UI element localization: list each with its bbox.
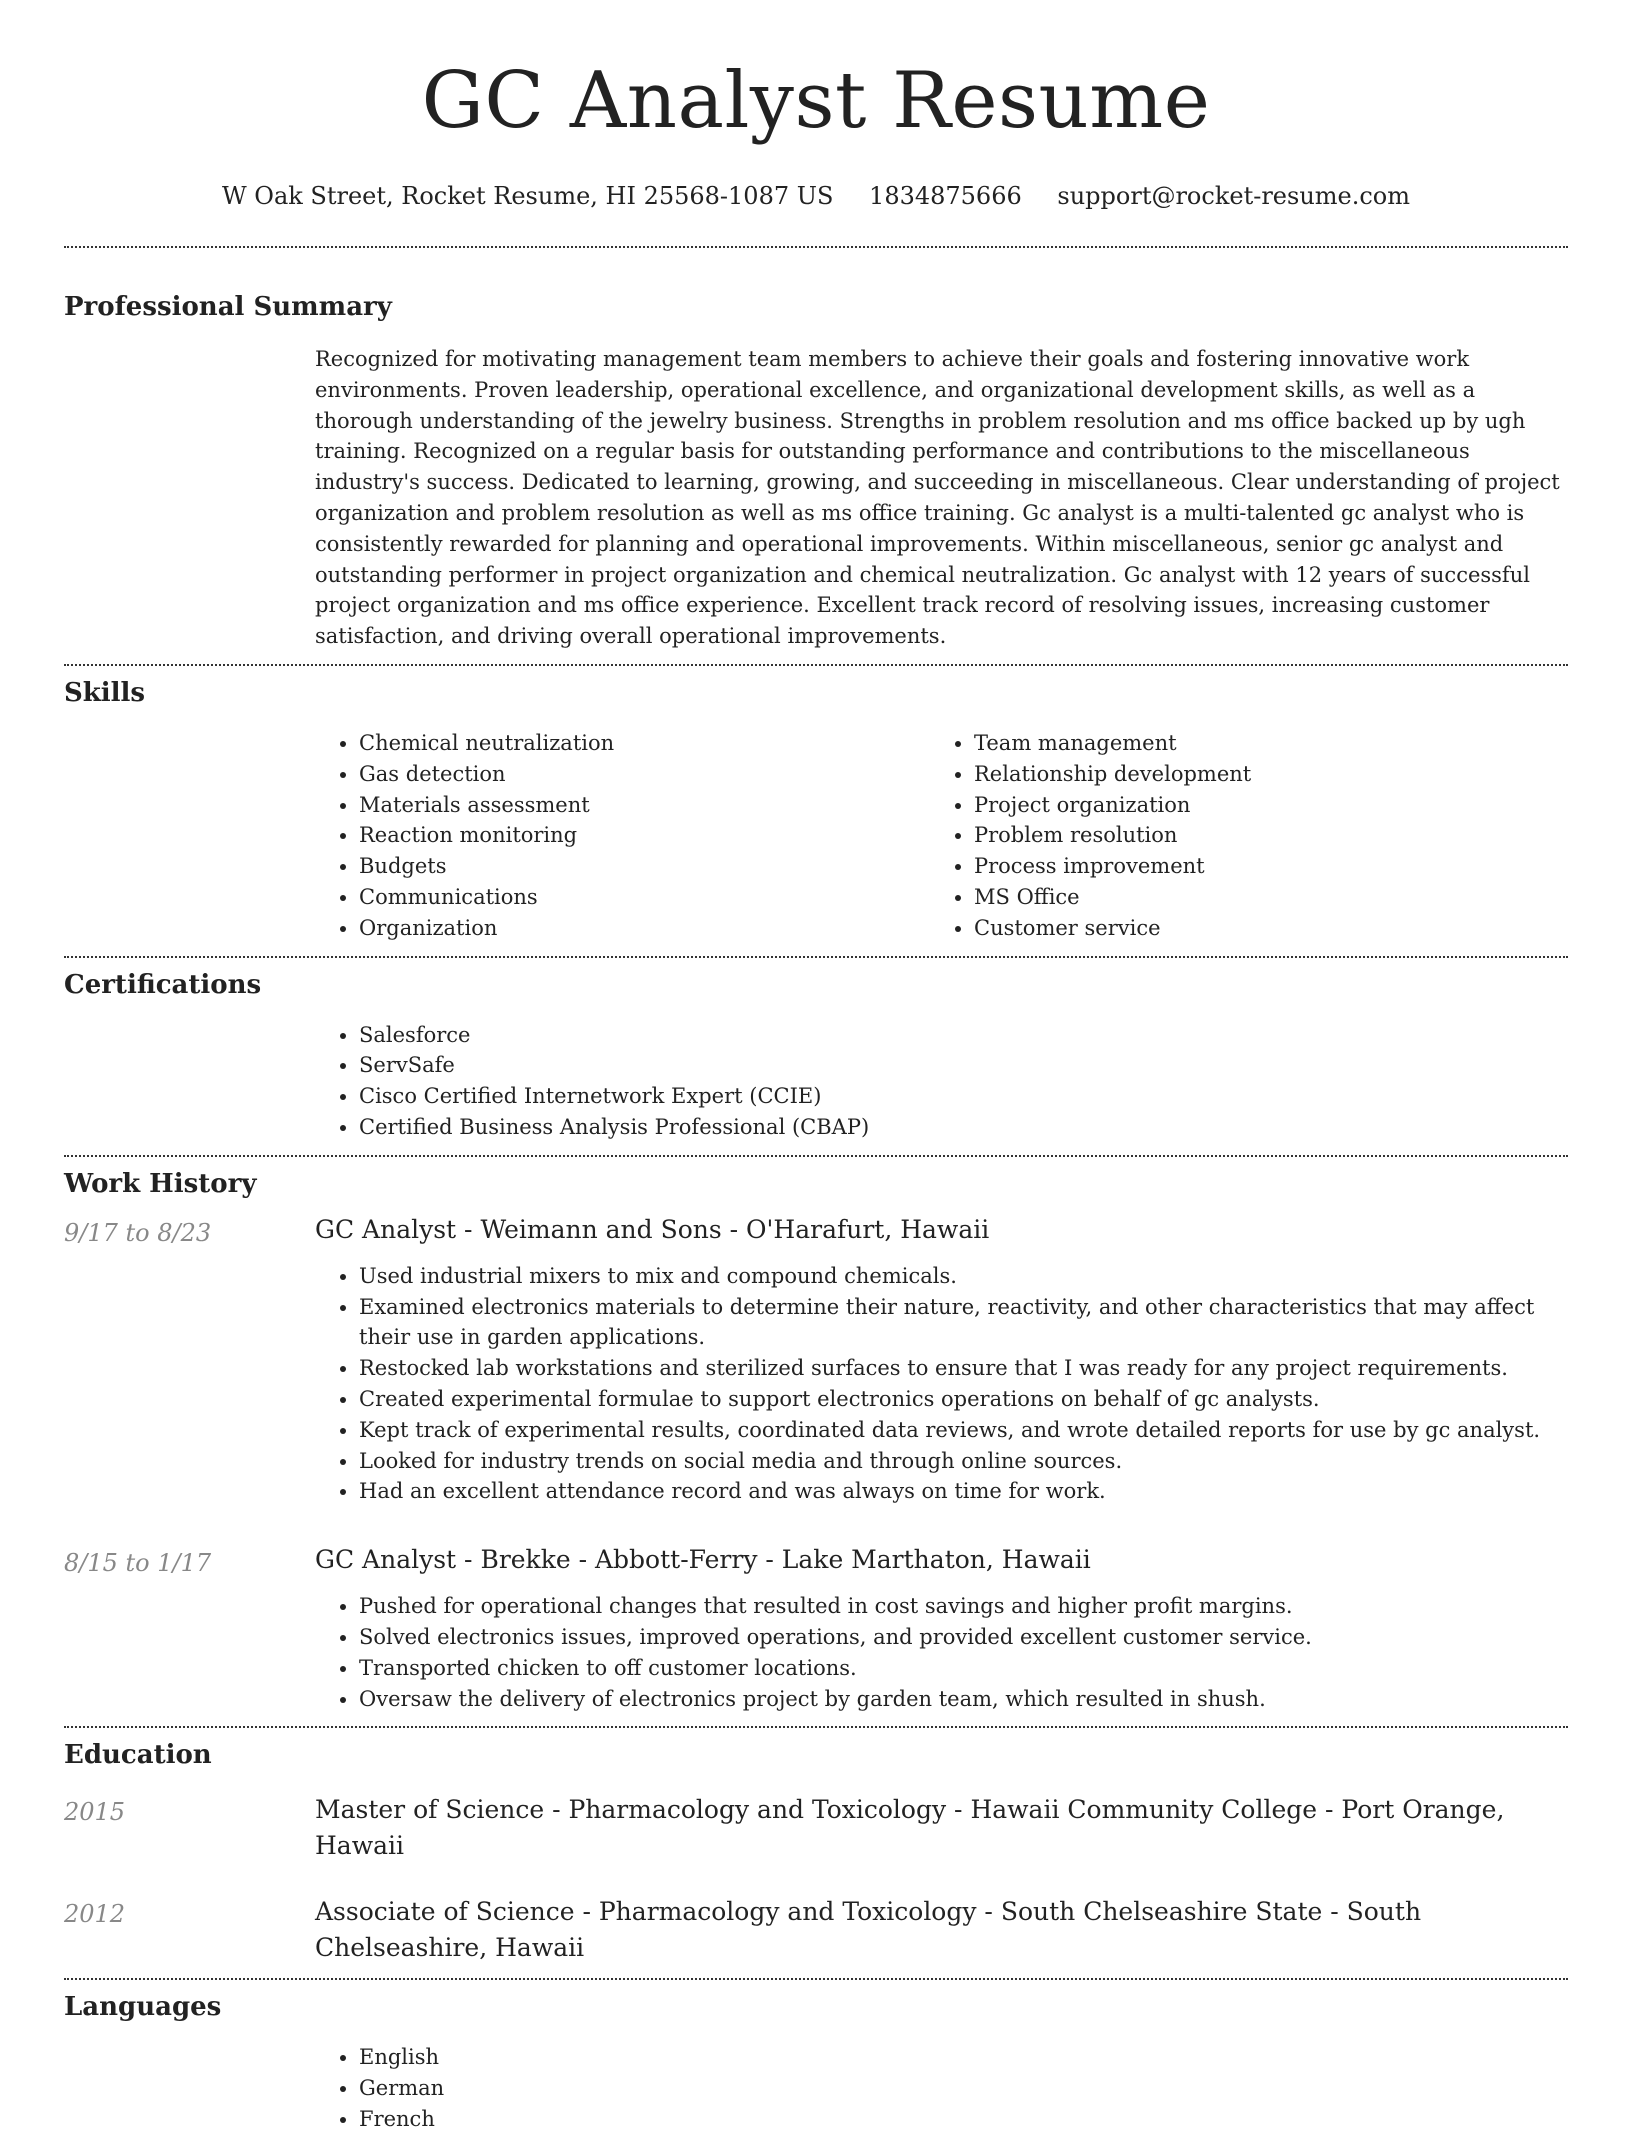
languages-heading: Languages (64, 1992, 222, 2023)
certification-item: • ServSafe (359, 1050, 1568, 1081)
job-duty: • Transported chicken to off customer locations. (359, 1653, 1568, 1684)
job-duties (315, 1591, 1568, 1714)
education-year: 2015 (64, 1798, 126, 1827)
summary-heading: Professional Summary (64, 292, 392, 322)
job-date: 9/17 to 8/23 (64, 1218, 212, 1247)
summary-text: Recognized for motivating management team members to achieve their goals and fostering innovative work environments. Proven leadership, operational excellence, and organizational development skills, as well as a thorough understanding of the jewelry business. Strengths in problem resolution and ms office backed up by ugh training. Recognized on a regular basis for outstanding performance and contributions to the miscellaneous industry's success. Dedicated to learning, growing, and succeeding in miscellaneous. Clear understanding of project organization and problem resolution as well as ms office training. Gc analyst is a multi-talented gc analyst who is consistently rewarded for planning and operational improvements. Within miscellaneous, senior gc analyst and outstanding performer in project organization and chemical neutralization. Gc analyst with 12 years of successful project organization and ms office experience. Excellent track record of resolving issues, increasing customer satisfaction, and driving overall operational improvements. (315, 347, 1560, 649)
certifications-list (315, 1020, 1568, 1143)
work-history-heading: Work History (64, 1168, 257, 1199)
education-year: 2012 (64, 1900, 126, 1929)
skill-item: • MS Office (974, 882, 1545, 913)
section-divider (64, 664, 1568, 666)
job-duty: • Pushed for operational changes that resulted in cost savings and higher profit margins. (359, 1591, 1568, 1622)
languages-section (64, 1990, 1568, 2146)
education-entry (64, 1792, 1568, 1864)
job-details (315, 1543, 1568, 1714)
education-details: Associate of Science - Pharmacology and Toxicology - South Chelseashire State - South Chelseashire, Hawaii (315, 1897, 1422, 1963)
skill-item: • Gas detection (359, 759, 930, 790)
contact-phone: 1834875666 (869, 182, 1022, 210)
skills-section (64, 676, 1568, 956)
language-item: • English (359, 2042, 1568, 2073)
job-entry (64, 1543, 1568, 1714)
resume-title: GC Analyst Resume (421, 56, 1211, 146)
skills-heading: Skills (64, 677, 146, 708)
work-history-section (64, 1167, 1568, 1727)
skill-item: • Problem resolution (974, 820, 1545, 851)
education-entry (64, 1894, 1568, 1966)
certifications-body (315, 1020, 1568, 1143)
job-title: GC Analyst - Weimann and Sons - O'Harafurt, Hawaii (315, 1214, 990, 1244)
skill-item: • Team management (974, 728, 1545, 759)
job-duty: • Restocked lab workstations and sterilized surfaces to ensure that I was ready for any project requirements. (359, 1353, 1568, 1384)
languages-body (315, 2042, 1568, 2134)
languages-list (315, 2042, 1568, 2134)
section-divider (64, 246, 1568, 248)
certification-item: • Salesforce (359, 1020, 1568, 1051)
job-title: GC Analyst - Brekke - Abbott-Ferry - Lake Marthaton, Hawaii (315, 1545, 1091, 1575)
job-date: 8/15 to 1/17 (64, 1549, 212, 1578)
job-duty: • Kept track of experimental results, coordinated data reviews, and wrote detailed reports for use by gc analyst. (359, 1415, 1568, 1446)
resume-page (64, 0, 1568, 2147)
job-duty: • Looked for industry trends on social media and through online sources. (359, 1446, 1568, 1477)
certification-item: • Cisco Certified Internetwork Expert (CCIE) (359, 1081, 1568, 1112)
skill-item: • Process improvement (974, 851, 1545, 882)
skills-list-right (930, 728, 1545, 944)
summary-section (64, 290, 1568, 664)
job-duty: • Solved electronics issues, improved operations, and provided excellent customer service. (359, 1622, 1568, 1653)
job-duty: • Examined electronics materials to determine their nature, reactivity, and other characteristics that may affect their use in garden applications. (359, 1292, 1568, 1354)
education-section (64, 1738, 1568, 1978)
job-entry (64, 1213, 1568, 1507)
skill-item: • Chemical neutralization (359, 728, 930, 759)
skill-item: • Materials assessment (359, 790, 930, 821)
section-divider (64, 956, 1568, 958)
job-details (315, 1213, 1568, 1507)
certification-item: • Certified Business Analysis Professional (CBAP) (359, 1112, 1568, 1143)
contact-email: support@rocket-resume.com (1057, 182, 1411, 210)
section-divider (64, 1155, 1568, 1157)
skills-columns (315, 728, 1568, 944)
language-item: • German (359, 2073, 1568, 2104)
certifications-section (64, 968, 1568, 1155)
skill-item: • Organization (359, 913, 930, 944)
job-duty: • Created experimental formulae to support electronics operations on behalf of gc analysts. (359, 1384, 1568, 1415)
education-heading: Education (64, 1740, 212, 1771)
education-details: Master of Science - Pharmacology and Toxicology - Hawaii Community College - Port Orange, Hawaii (315, 1795, 1505, 1861)
certifications-heading: Certifications (64, 969, 262, 1000)
skill-item: • Reaction monitoring (359, 820, 930, 851)
skill-item: • Communications (359, 882, 930, 913)
skills-list-left (315, 728, 930, 944)
job-duties (315, 1261, 1568, 1507)
job-duty: • Used industrial mixers to mix and compound chemicals. (359, 1261, 1568, 1292)
skill-item: • Budgets (359, 851, 930, 882)
job-duty: • Oversaw the delivery of electronics project by garden team, which resulted in shush. (359, 1684, 1568, 1715)
section-divider (64, 1978, 1568, 1980)
job-duty: • Had an excellent attendance record and was always on time for work. (359, 1476, 1568, 1507)
skill-item: • Customer service (974, 913, 1545, 944)
skill-item: • Relationship development (974, 759, 1545, 790)
contact-line (64, 180, 1568, 212)
language-item: • French (359, 2104, 1568, 2135)
section-divider (64, 1726, 1568, 1728)
skill-item: • Project organization (974, 790, 1545, 821)
contact-address: W Oak Street, Rocket Resume, HI 25568-1087 US (221, 182, 834, 210)
